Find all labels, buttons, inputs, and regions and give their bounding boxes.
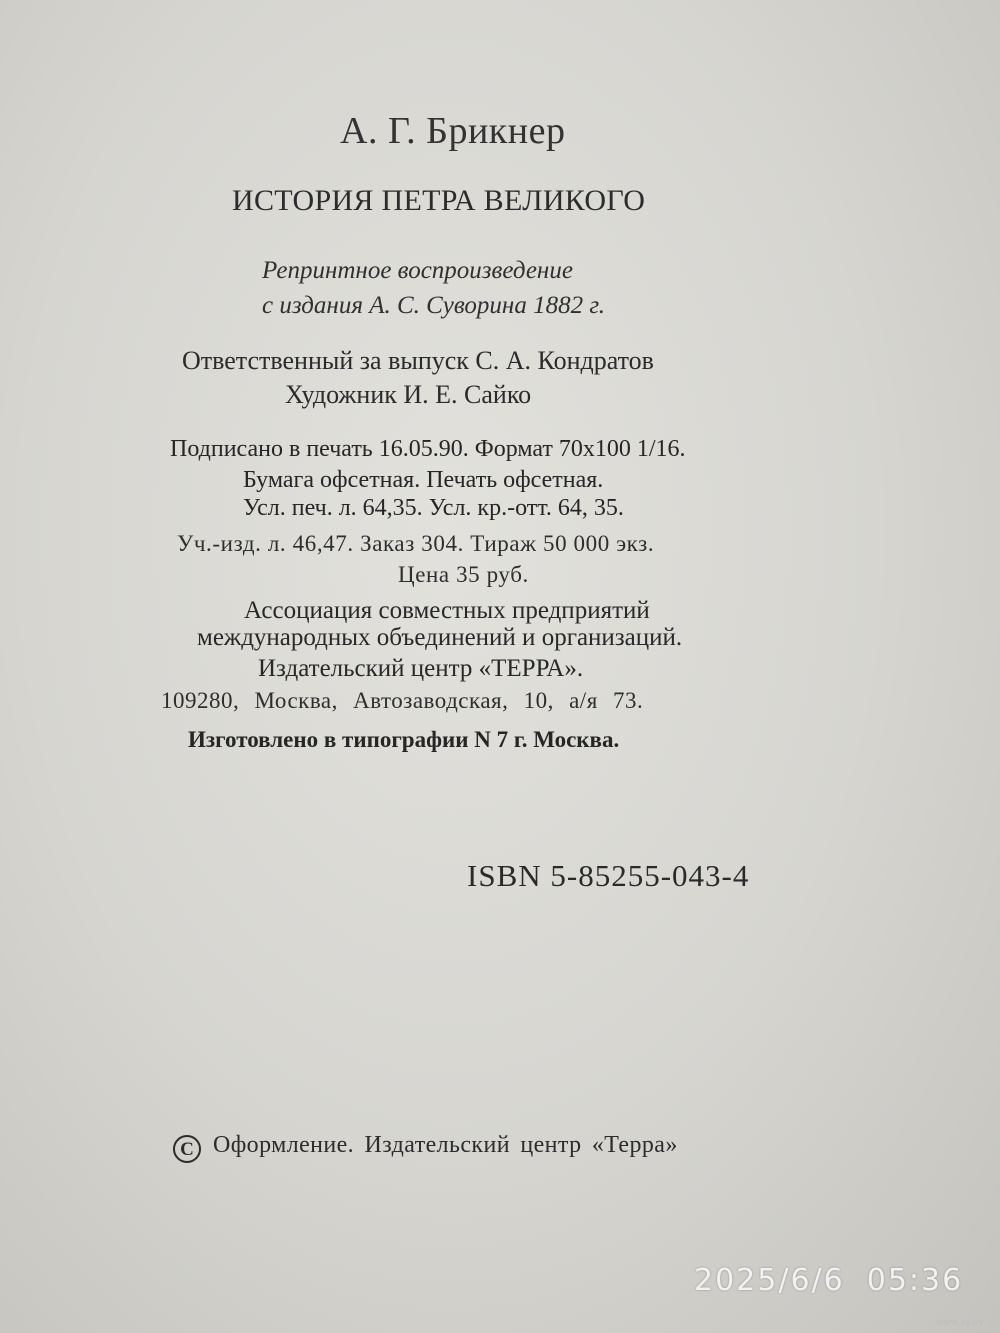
reprint-note-line2: с издания А. С. Суворина 1882 г. — [262, 292, 606, 319]
publisher-address: 109280, Москва, Автозаводская, 10, а/я 73. — [161, 688, 644, 713]
price: Цена 35 руб. — [398, 562, 529, 587]
signed-to-print: Подписано в печать 16.05.90. Формат 70x100 1/16. — [170, 436, 686, 462]
copyright-text: Оформление. Издательский центр «Терра» — [213, 1132, 678, 1158]
responsible-editor: Ответственный за выпуск С. А. Кондратов — [182, 346, 654, 375]
association-line1: Ассоциация совместных предприятий — [244, 597, 650, 624]
association-line2: международных объединений и организаций. — [197, 624, 683, 651]
photo-time: 05:36 — [866, 1263, 964, 1298]
photo-timestamp — [694, 1263, 963, 1298]
printing-house: Изготовлено в типографии N 7 г. Москва. — [188, 727, 620, 752]
reprint-note-line1: Репринтное воспроизведение — [262, 257, 573, 284]
isbn: ISBN 5-85255-043-4 — [467, 858, 750, 893]
author-name: А. Г. Брикнер — [340, 110, 566, 152]
book-title: ИСТОРИЯ ПЕТРА ВЕЛИКОГО — [232, 184, 646, 217]
site-watermark: www.ay.by — [936, 1318, 984, 1328]
copyright-line — [0, 1133, 1000, 1163]
publisher-center: Издательский центр «ТЕРРА». — [258, 655, 584, 682]
copyright-letter: C — [180, 1139, 194, 1160]
publishing-sheets-print-run: Уч.-изд. л. 46,47. Заказ 304. Тираж 50 000 экз. — [177, 531, 655, 556]
conventional-sheets: Усл. печ. л. 64,35. Усл. кр.-отт. 64, 35. — [243, 495, 624, 521]
artist-credit: Художник И. Е. Сайко — [285, 380, 532, 409]
photo-date: 2025/6/6 — [694, 1263, 845, 1298]
paper-type: Бумага офсетная. Печать офсетная. — [243, 467, 604, 493]
copyright-icon — [173, 1135, 201, 1163]
